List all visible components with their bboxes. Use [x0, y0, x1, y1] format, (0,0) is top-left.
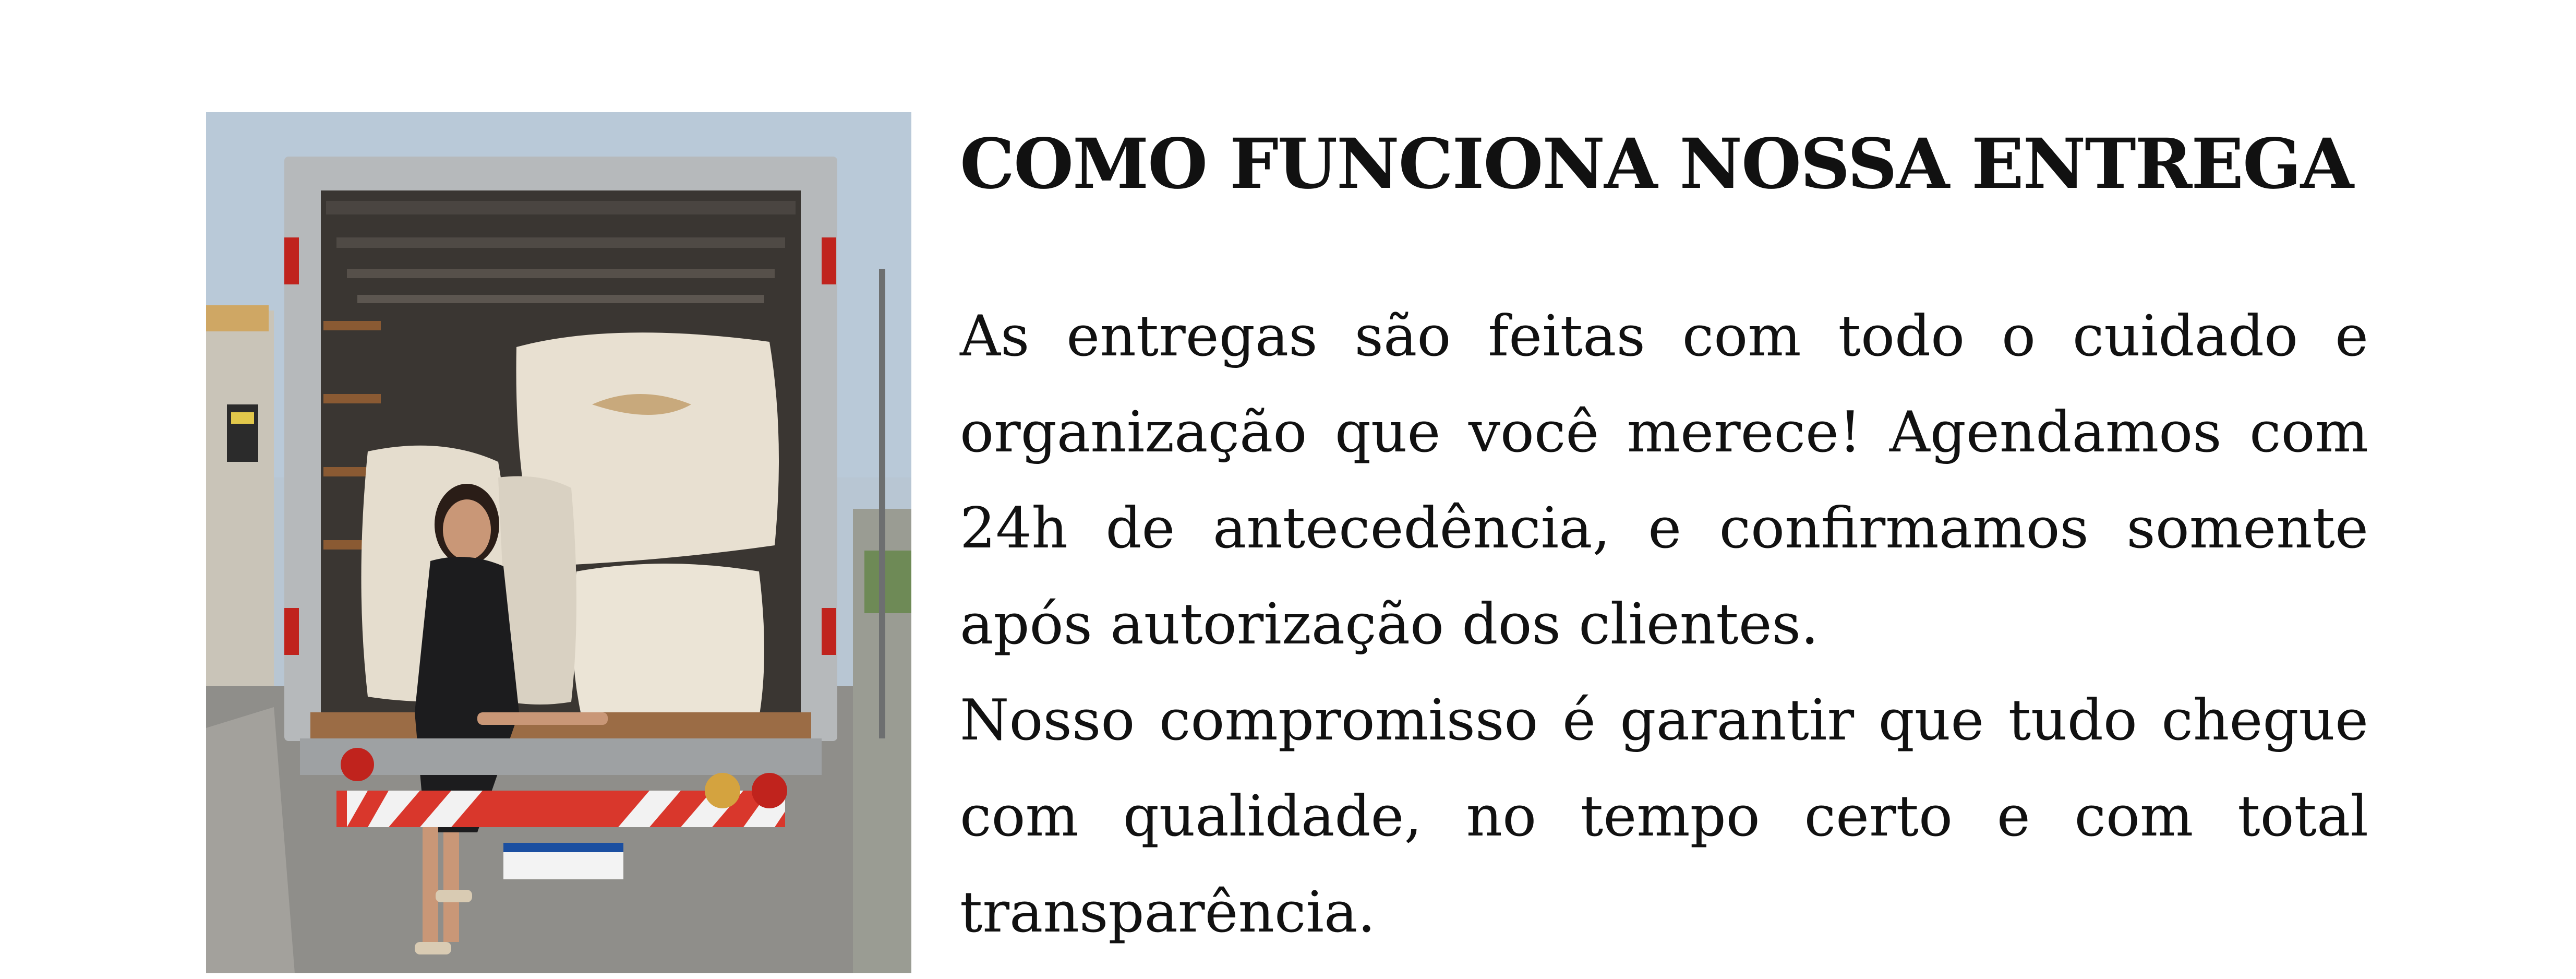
delivery-truck-photo	[206, 112, 911, 973]
section-title: COMO FUNCIONA NOSSA ENTREGA	[960, 124, 2353, 205]
paragraph-commitment: Nosso compromisso é garantir que tudo chegue com qualidade, no tempo certo e com total transparência.	[960, 688, 2368, 945]
paragraph-scheduling: As entregas são feitas com todo o cuidado e organização que você merece! Agendamos com 24h de antecedência, e confirmamos somente após autorização dos clientes.	[960, 304, 2368, 657]
truck-illustration	[206, 112, 911, 973]
delivery-info	[960, 117, 2368, 961]
